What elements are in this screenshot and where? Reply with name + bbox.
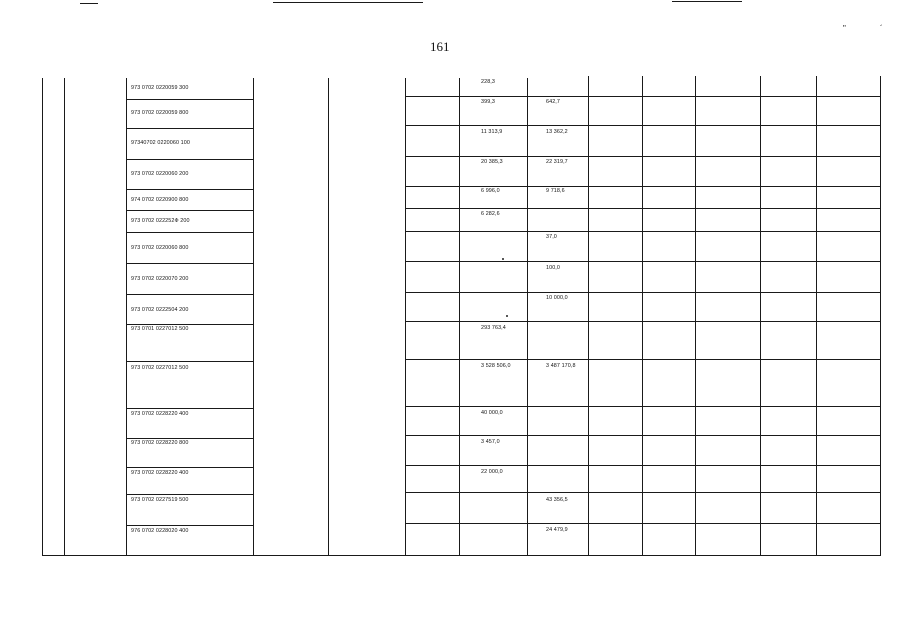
row-border-left xyxy=(126,361,253,362)
row-border-right xyxy=(405,321,881,322)
row-border-left xyxy=(126,159,253,160)
row-border-left xyxy=(126,294,253,295)
cell-code: 973 0702 0220060 800 xyxy=(131,245,189,251)
row-border-right xyxy=(405,125,881,126)
cell-code: 973 0702 0227519 500 xyxy=(131,497,189,503)
cell-code: 973 0702 0220059 300 xyxy=(131,85,189,91)
corner-mark-left: " xyxy=(843,24,846,33)
cell-code: 973 0702 0228220 400 xyxy=(131,470,189,476)
column-border xyxy=(126,78,127,556)
corner-mark-right: ´ xyxy=(880,24,883,33)
row-border-right xyxy=(405,156,881,157)
column-border xyxy=(42,78,43,556)
column-border xyxy=(695,76,696,556)
column-border xyxy=(253,78,254,556)
scan-speck xyxy=(506,315,508,317)
row-border-right xyxy=(405,359,881,360)
row-border-right xyxy=(405,292,881,293)
cell-value-a: 293 763,4 xyxy=(481,325,506,331)
cell-value-b: 43 356,5 xyxy=(546,497,568,503)
row-border-left xyxy=(126,467,253,468)
row-border-left xyxy=(126,232,253,233)
column-border xyxy=(328,78,329,556)
cell-value-a: 6 282,6 xyxy=(481,211,500,217)
cell-value-b: 13 362,2 xyxy=(546,129,568,135)
table-bottom-border xyxy=(42,555,881,556)
cell-code: 973 0702 0228220 800 xyxy=(131,440,189,446)
cell-value-a: 20 385,3 xyxy=(481,159,503,165)
column-border xyxy=(588,76,589,556)
cell-code: 973 0702 022252Ф 200 xyxy=(131,218,190,224)
cell-value-b: 22 319,7 xyxy=(546,159,568,165)
cell-value-a: 6 996,0 xyxy=(481,188,500,194)
cell-value-a: 3 457,0 xyxy=(481,439,500,445)
column-border xyxy=(642,76,643,556)
cell-code: 973 0702 0227012 500 xyxy=(131,365,189,371)
cell-code: 973 0702 0222504 200 xyxy=(131,307,189,313)
cell-value-a: 399,3 xyxy=(481,99,495,105)
row-border-right xyxy=(405,523,881,524)
cell-value-a: 22 000,0 xyxy=(481,469,503,475)
row-border-left xyxy=(126,128,253,129)
column-border xyxy=(405,78,406,556)
row-border-right xyxy=(405,261,881,262)
column-border xyxy=(459,78,460,556)
row-border-left xyxy=(126,525,253,526)
cell-value-a: 11 313,9 xyxy=(481,129,503,135)
row-border-right xyxy=(405,435,881,436)
cell-value-a: 40 000,0 xyxy=(481,410,503,416)
row-border-right xyxy=(405,208,881,209)
cell-code: 973 0702 0220060 200 xyxy=(131,171,189,177)
cell-code: 974 0702 0220900 800 xyxy=(131,197,189,203)
cell-code: 97340702 0220060 100 xyxy=(131,140,190,146)
cell-value-b: 10 000,0 xyxy=(546,295,568,301)
row-border-left xyxy=(126,210,253,211)
row-border-left xyxy=(126,263,253,264)
page-number: 161 xyxy=(430,39,450,54)
row-border-left xyxy=(126,408,253,409)
row-border-right xyxy=(405,406,881,407)
cell-code: 973 0702 0228220 400 xyxy=(131,411,189,417)
row-border-left xyxy=(126,189,253,190)
cell-value-b: 100,0 xyxy=(546,265,560,271)
header-rule xyxy=(273,2,423,3)
column-border xyxy=(880,76,881,556)
header-rule xyxy=(672,1,742,2)
row-border-left xyxy=(126,324,253,325)
cell-value-a: 228,3 xyxy=(481,79,495,85)
column-border xyxy=(527,78,528,556)
cell-value-a: 3 528 506,0 xyxy=(481,363,511,369)
row-border-right xyxy=(405,492,881,493)
cell-code: 973 0702 0220070 200 xyxy=(131,276,189,282)
cell-code: 976 0702 0228020 400 xyxy=(131,528,189,534)
cell-value-b: 24 479,9 xyxy=(546,527,568,533)
scan-speck xyxy=(502,258,504,260)
row-border-left xyxy=(126,99,253,100)
column-border xyxy=(760,76,761,556)
row-border-left xyxy=(126,438,253,439)
header-rule xyxy=(80,3,98,4)
cell-value-b: 37,0 xyxy=(546,234,557,240)
cell-value-b: 3 487 170,8 xyxy=(546,363,576,369)
column-border xyxy=(64,78,65,556)
row-border-right xyxy=(405,465,881,466)
cell-code: 973 0702 0220059 800 xyxy=(131,110,189,116)
row-border-right xyxy=(405,96,881,97)
row-border-right xyxy=(405,186,881,187)
row-border-left xyxy=(126,494,253,495)
row-border-right xyxy=(405,231,881,232)
cell-value-b: 642,7 xyxy=(546,99,560,105)
cell-value-b: 9 718,6 xyxy=(546,188,565,194)
cell-code: 973 0701 0227012 500 xyxy=(131,326,189,332)
column-border xyxy=(816,76,817,556)
